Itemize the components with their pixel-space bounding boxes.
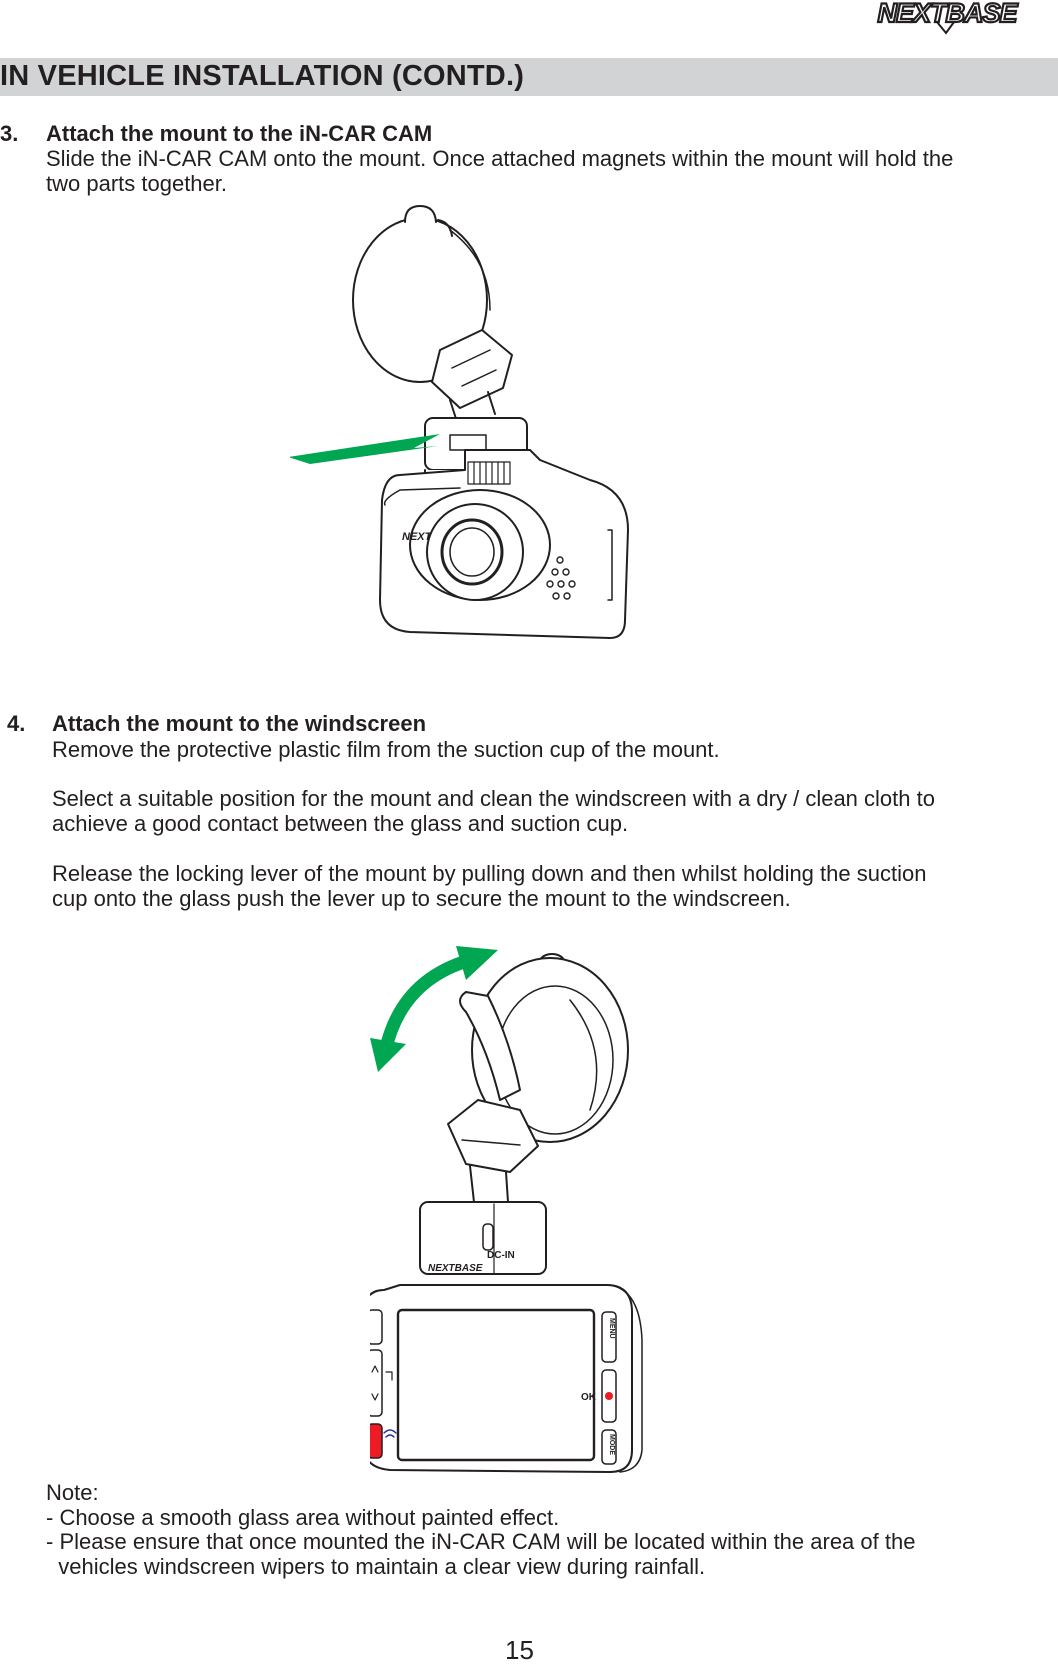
text-line: Select a suitable position for the mount and clean the windscreen with a dry / clean cloth to [52, 786, 935, 811]
ok-label: OK [581, 1392, 596, 1403]
logo-text: NEXTBASE [877, 0, 1017, 28]
slide-arrow [290, 434, 440, 464]
text-line: - Choose a smooth glass area without painted effect. [46, 1505, 560, 1530]
lens [442, 520, 502, 584]
mode-label: MODE [608, 1434, 615, 1455]
step-3-number: 3. [0, 121, 19, 146]
text-line: Remove the protective plastic film from the suction cup of the mount. [52, 737, 720, 762]
menu-label: MENU [608, 1318, 615, 1339]
dc-in-label: DC-IN [487, 1250, 515, 1261]
red-button [370, 1424, 382, 1458]
lever-arrow [386, 960, 470, 1048]
text-line: cup onto the glass push the lever up to secure the mount to the windscreen. [52, 886, 791, 911]
mount-attach-illustration [290, 200, 670, 680]
note-item-1 [46, 1505, 559, 1530]
section-title: IN VEHICLE INSTALLATION (CONTD.) [0, 60, 525, 92]
text-line: Release the locking lever of the mount by pulling down and then whilst holding the suction [52, 861, 927, 886]
note-item-2 [46, 1529, 915, 1579]
step-4-paragraph-3 [52, 861, 926, 911]
windscreen-mount-illustration [370, 940, 680, 1480]
nextbase-logo [842, 0, 1052, 36]
step-4-paragraph-1 [52, 737, 720, 762]
text-line: achieve a good contact between the glass and suction cup. [52, 811, 629, 836]
camera-brand: NEXT [402, 531, 432, 543]
left-buttons [370, 1310, 382, 1458]
suction-cup-tab [405, 206, 436, 222]
note-label [46, 1480, 99, 1505]
step-3-paragraph [46, 146, 953, 196]
step-4-title: Attach the mount to the windscreen [52, 711, 427, 736]
page-number: 15 [505, 1635, 534, 1665]
screen [398, 1310, 594, 1460]
text-line: vehicles windscreen wipers to maintain a clear view during rainfall. [46, 1554, 706, 1579]
text-line: Slide the iN-CAR CAM onto the mount. Once attached magnets within the mount will hold the [46, 146, 954, 171]
step-4-number: 4. [7, 711, 26, 736]
note-heading: Note: [46, 1480, 99, 1505]
step-3-title: Attach the mount to the iN-CAR CAM [46, 121, 433, 146]
mount-contacts [468, 462, 510, 484]
section-banner [0, 58, 1058, 96]
camera-brand: NEXTBASE [428, 1263, 483, 1274]
text-line: - Please ensure that once mounted the iN-CAR CAM will be located within the area of the [46, 1529, 916, 1554]
step-4-paragraph-2 [52, 786, 935, 836]
text-line: two parts together. [46, 171, 227, 196]
